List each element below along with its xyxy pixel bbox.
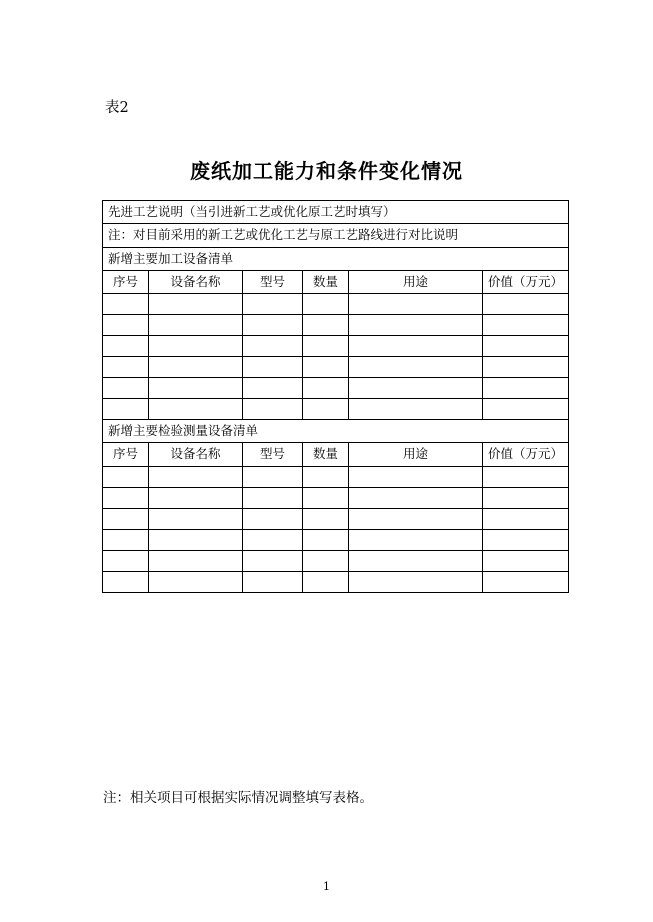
cell-index[interactable] [103, 357, 149, 378]
column-header-equipment-name: 设备名称 [149, 270, 243, 293]
table-row [103, 294, 569, 315]
cell-usage[interactable] [349, 508, 483, 529]
cell-quantity[interactable] [303, 466, 349, 487]
table-row [103, 224, 569, 247]
cell-equipment-name[interactable] [149, 571, 243, 592]
cell-value[interactable] [483, 399, 569, 420]
cell-quantity[interactable] [303, 378, 349, 399]
table-row [103, 336, 569, 357]
cell-model[interactable] [243, 315, 303, 336]
column-header-value: 价值（万元） [483, 270, 569, 293]
cell-index[interactable] [103, 466, 149, 487]
table-row [103, 529, 569, 550]
column-header-index: 序号 [103, 270, 149, 293]
cell-model[interactable] [243, 399, 303, 420]
cell-usage[interactable] [349, 529, 483, 550]
cell-equipment-name[interactable] [149, 357, 243, 378]
table-row [103, 487, 569, 508]
cell-equipment-name[interactable] [149, 466, 243, 487]
cell-usage[interactable] [349, 550, 483, 571]
process-note-field[interactable]: 注：对目前采用的新工艺或优化工艺与原工艺路线进行对比说明 [103, 224, 569, 247]
cell-value[interactable] [483, 294, 569, 315]
cell-index[interactable] [103, 529, 149, 550]
cell-model[interactable] [243, 466, 303, 487]
cell-quantity[interactable] [303, 508, 349, 529]
cell-value[interactable] [483, 336, 569, 357]
section-heading-process: 先进工艺说明（当引进新工艺或优化原工艺时填写） [103, 201, 569, 224]
cell-value[interactable] [483, 466, 569, 487]
section-heading-processing-equipment: 新增主要加工设备清单 [103, 247, 569, 270]
cell-equipment-name[interactable] [149, 550, 243, 571]
cell-usage[interactable] [349, 571, 483, 592]
cell-equipment-name[interactable] [149, 487, 243, 508]
cell-quantity[interactable] [303, 336, 349, 357]
cell-index[interactable] [103, 294, 149, 315]
cell-quantity[interactable] [303, 399, 349, 420]
cell-model[interactable] [243, 487, 303, 508]
table-row [103, 466, 569, 487]
cell-value[interactable] [483, 508, 569, 529]
table-row [103, 315, 569, 336]
cell-index[interactable] [103, 399, 149, 420]
table-row [103, 357, 569, 378]
table-row [103, 201, 569, 224]
cell-index[interactable] [103, 571, 149, 592]
cell-equipment-name[interactable] [149, 336, 243, 357]
cell-equipment-name[interactable] [149, 399, 243, 420]
cell-quantity[interactable] [303, 294, 349, 315]
table-row [103, 571, 569, 592]
cell-model[interactable] [243, 529, 303, 550]
table-header-row [103, 270, 569, 293]
cell-index[interactable] [103, 315, 149, 336]
cell-usage[interactable] [349, 487, 483, 508]
cell-model[interactable] [243, 294, 303, 315]
cell-model[interactable] [243, 336, 303, 357]
cell-quantity[interactable] [303, 357, 349, 378]
column-header-quantity: 数量 [303, 270, 349, 293]
cell-value[interactable] [483, 378, 569, 399]
cell-usage[interactable] [349, 294, 483, 315]
table-row [103, 378, 569, 399]
cell-value[interactable] [483, 529, 569, 550]
cell-value[interactable] [483, 487, 569, 508]
form-footnote: 注：相关项目可根据实际情况调整填写表格。 [103, 790, 373, 806]
column-header-usage: 用途 [349, 270, 483, 293]
column-header-model: 型号 [243, 270, 303, 293]
page-title: 废纸加工能力和条件变化情况 [190, 159, 463, 183]
cell-quantity[interactable] [303, 571, 349, 592]
cell-usage[interactable] [349, 357, 483, 378]
column-header-value: 价值（万元） [483, 443, 569, 466]
cell-equipment-name[interactable] [149, 529, 243, 550]
cell-value[interactable] [483, 357, 569, 378]
cell-model[interactable] [243, 508, 303, 529]
cell-value[interactable] [483, 315, 569, 336]
column-header-usage: 用途 [349, 443, 483, 466]
column-header-index: 序号 [103, 443, 149, 466]
cell-index[interactable] [103, 336, 149, 357]
cell-equipment-name[interactable] [149, 508, 243, 529]
cell-quantity[interactable] [303, 529, 349, 550]
form-table [102, 200, 569, 593]
cell-usage[interactable] [349, 315, 483, 336]
cell-index[interactable] [103, 508, 149, 529]
table-row [103, 399, 569, 420]
column-header-quantity: 数量 [303, 443, 349, 466]
page-number: 1 [323, 880, 330, 893]
cell-equipment-name[interactable] [149, 315, 243, 336]
cell-usage[interactable] [349, 336, 483, 357]
table-header-row [103, 443, 569, 466]
cell-model[interactable] [243, 357, 303, 378]
cell-index[interactable] [103, 550, 149, 571]
cell-value[interactable] [483, 550, 569, 571]
table-row [103, 247, 569, 270]
column-header-model: 型号 [243, 443, 303, 466]
cell-quantity[interactable] [303, 315, 349, 336]
cell-index[interactable] [103, 378, 149, 399]
table-row [103, 550, 569, 571]
cell-quantity[interactable] [303, 487, 349, 508]
cell-usage[interactable] [349, 399, 483, 420]
form-table-container [102, 200, 568, 593]
cell-usage[interactable] [349, 378, 483, 399]
cell-model[interactable] [243, 571, 303, 592]
column-header-equipment-name: 设备名称 [149, 443, 243, 466]
table-row [103, 508, 569, 529]
table-row [103, 420, 569, 443]
cell-value[interactable] [483, 571, 569, 592]
form-label: 表2 [105, 100, 129, 116]
cell-equipment-name[interactable] [149, 378, 243, 399]
cell-index[interactable] [103, 487, 149, 508]
cell-equipment-name[interactable] [149, 294, 243, 315]
section-heading-inspection-equipment: 新增主要检验测量设备清单 [103, 420, 569, 443]
cell-quantity[interactable] [303, 550, 349, 571]
cell-usage[interactable] [349, 466, 483, 487]
cell-model[interactable] [243, 378, 303, 399]
cell-model[interactable] [243, 550, 303, 571]
